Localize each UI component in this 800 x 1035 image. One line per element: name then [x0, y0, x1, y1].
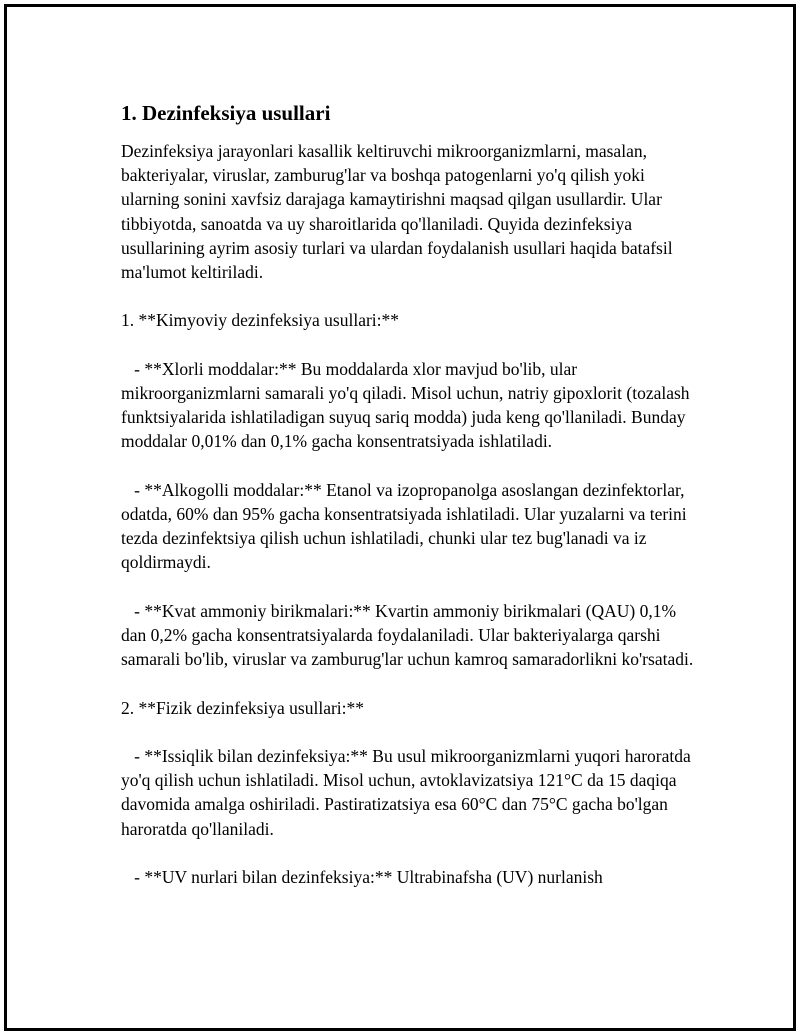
- document-body: [121, 99, 701, 889]
- alcohol-item: - **Alkogolli moddalar:** Etanol va izopropanolga asoslangan dezinfektorlar, odatda, 60% dan 95% gacha konsentratsiyada ishlatiladi. Ular yuzalarni va terini tezda dezinfektsiya qilish uchun ishlatiladi, chunki ular tez bug'lanadi va iz qoldirmaydi.: [121, 479, 692, 573]
- chlorine-item: - **Xlorli moddalar:** Bu moddalarda xlor mavjud bo'lib, ular mikroorganizmlarni samarali yo'q qiladi. Misol uchun, natriy gipoxlorit (tozalash funktsiyalarida ishlatiladigan suyuq sariq modda) juda keng qo'llaniladi. Bunday moddalar 0,01% dan 0,1% gacha konsentratsiyada ishlatiladi.: [121, 358, 694, 452]
- heat-item: - **Issiqlik bilan dezinfeksiya:** Bu usul mikroorganizmlarni yuqori haroratda yo'q qilish uchun ishlatiladi. Misol uchun, avtoklavizatsiya 121°C da 15 daqiqa davomida amalga oshiriladi. Pastiratizatsiya esa 60°C dan 75°C gacha bo'lgan haroratda qo'llaniladi.: [121, 745, 696, 839]
- intro-paragraph: Dezinfeksiya jarayonlari kasallik keltiruvchi mikroorganizmlarni, masalan, bakteriyalar, viruslar, zamburug'lar va boshqa patogenlarni yo'q qilish yoki ularning sonini xavfsiz darajaga kamaytirishni maqsad qilgan usullardir. Ular tibbiyotda, sanoatda va uy sharoitlarida qo'llaniladi. Quyida dezinfeksiya usullarining ayrim asosiy turlari va ulardan foydalanish usullari haqida batafsil ma'lumot keltiriladi.: [121, 141, 677, 283]
- uv-item: - **UV nurlari bilan dezinfeksiya:** Ultrabinafsha (UV) nurlanish: [121, 866, 603, 887]
- chemical-methods-heading: 1. **Kimyoviy dezinfeksiya usullari:**: [121, 310, 400, 331]
- page-frame: [4, 4, 796, 1031]
- section-heading: 1. Dezinfeksiya usullari: [121, 101, 331, 125]
- quat-ammonium-item: - **Kvat ammoniy birikmalari:** Kvartin ammoniy birikmalari (QAU) 0,1% dan 0,2% gacha konsentratsiyalarda foydalaniladi. Ular bakteriyalarga qarshi samarali bo'lib, viruslar va zamburug'lar uchun kamroq samaradorlikni ko'rsatadi.: [121, 600, 694, 670]
- physical-methods-heading: 2. **Fizik dezinfeksiya usullari:**: [121, 697, 365, 718]
